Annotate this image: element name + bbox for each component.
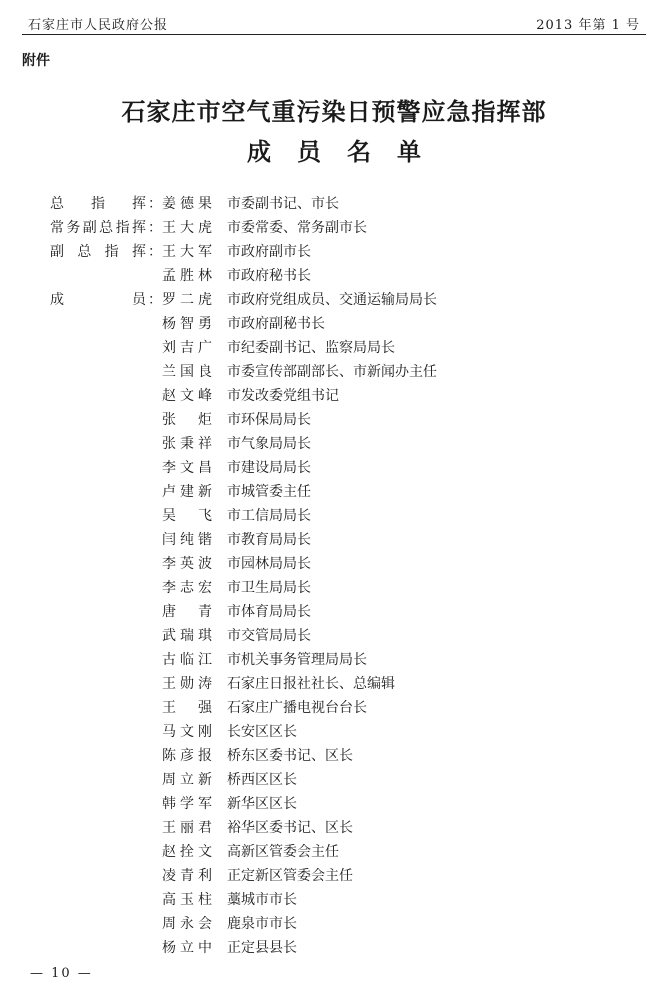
roster-name: 陈彦报 — [162, 748, 212, 764]
roster-row — [50, 648, 630, 672]
roster-name: 李英波 — [162, 556, 212, 572]
roster-row — [50, 240, 630, 264]
issue-number: 2013 年第 1 号 — [536, 18, 640, 33]
publication-name: 石家庄市人民政府公报 — [28, 18, 169, 33]
roster-role: 成 员 ： — [50, 292, 162, 308]
roster-position: 市工信局局长 — [227, 508, 311, 524]
roster-position: 市委副书记、市长 — [227, 196, 339, 212]
roster-position: 桥西区区长 — [227, 772, 297, 788]
roster-position: 市建设局局长 — [227, 460, 311, 476]
roster-position: 市纪委副书记、监察局局长 — [227, 340, 395, 356]
roster-position: 市发改委党组书记 — [227, 388, 339, 404]
roster-name: 韩学军 — [162, 796, 212, 812]
roster-name: 闫纯锴 — [162, 532, 212, 548]
roster-name: 李文昌 — [162, 460, 212, 476]
roster-row — [50, 336, 630, 360]
roster-name: 张秉祥 — [162, 436, 212, 452]
roster-name: 凌青利 — [162, 868, 212, 884]
roster-role: 常 务 副 总 指 挥 ： — [50, 220, 162, 236]
roster-name: 卢建新 — [162, 484, 212, 500]
roster-row — [50, 720, 630, 744]
roster-position: 高新区管委会主任 — [227, 844, 339, 860]
roster-row — [50, 432, 630, 456]
roster-row — [50, 192, 630, 216]
roster-position: 石家庄日报社社长、总编辑 — [227, 676, 395, 692]
roster-row — [50, 216, 630, 240]
roster-position: 鹿泉市市长 — [227, 916, 297, 932]
roster-row — [50, 600, 630, 624]
roster-position: 市环保局局长 — [227, 412, 311, 428]
roster-name: 王强 — [162, 700, 212, 716]
roster-row — [50, 456, 630, 480]
roster-row — [50, 792, 630, 816]
roster-row — [50, 408, 630, 432]
roster-row — [50, 504, 630, 528]
roster-row — [50, 288, 630, 312]
roster-position: 正定新区管委会主任 — [227, 868, 353, 884]
roster-name: 王勋涛 — [162, 676, 212, 692]
roster-position: 裕华区委书记、区长 — [227, 820, 353, 836]
roster-position: 市卫生局局长 — [227, 580, 311, 596]
roster-row — [50, 312, 630, 336]
roster-row — [50, 624, 630, 648]
roster-name: 王大军 — [162, 244, 212, 260]
roster-row — [50, 936, 630, 960]
roster-position: 市委宣传部副部长、市新闻办主任 — [227, 364, 437, 380]
roster-position: 石家庄广播电视台台长 — [227, 700, 367, 716]
roster-row — [50, 480, 630, 504]
roster-row — [50, 840, 630, 864]
roster-name: 吴飞 — [162, 508, 212, 524]
roster-position: 市体育局局长 — [227, 604, 311, 620]
roster-row — [50, 912, 630, 936]
roster-name: 王大虎 — [162, 220, 212, 236]
roster-position: 市气象局局长 — [227, 436, 311, 452]
roster-row — [50, 360, 630, 384]
member-roster — [50, 192, 630, 960]
roster-row — [50, 672, 630, 696]
roster-position: 市委常委、常务副市长 — [227, 220, 367, 236]
roster-row — [50, 768, 630, 792]
roster-name: 赵拴文 — [162, 844, 212, 860]
roster-row — [50, 384, 630, 408]
roster-position: 市机关事务管理局局长 — [227, 652, 367, 668]
roster-name: 罗二虎 — [162, 292, 212, 308]
roster-position: 藁城市市长 — [227, 892, 297, 908]
roster-name: 王丽君 — [162, 820, 212, 836]
roster-name: 周永会 — [162, 916, 212, 932]
roster-name: 杨智勇 — [162, 316, 212, 332]
attachment-label: 附件 — [22, 53, 50, 69]
roster-position: 市教育局局长 — [227, 532, 311, 548]
roster-position: 市政府副秘书长 — [227, 316, 325, 332]
roster-name: 古临江 — [162, 652, 212, 668]
roster-row — [50, 576, 630, 600]
document-title: 石家庄市空气重污染日预警应急指挥部 — [121, 97, 547, 126]
roster-position: 市政府副市长 — [227, 244, 311, 260]
roster-row — [50, 864, 630, 888]
roster-position: 市交管局局长 — [227, 628, 311, 644]
page-number: — 10 — — [30, 966, 93, 981]
roster-name: 周立新 — [162, 772, 212, 788]
roster-position: 市政府秘书长 — [227, 268, 311, 284]
roster-position: 市城管委主任 — [227, 484, 311, 500]
roster-position: 市园林局局长 — [227, 556, 311, 572]
roster-position: 新华区区长 — [227, 796, 297, 812]
roster-row — [50, 816, 630, 840]
roster-name: 李志宏 — [162, 580, 212, 596]
roster-position: 长安区区长 — [227, 724, 297, 740]
roster-name: 张炬 — [162, 412, 212, 428]
roster-name: 孟胜林 — [162, 268, 212, 284]
roster-row — [50, 744, 630, 768]
roster-name: 刘吉广 — [162, 340, 212, 356]
roster-row — [50, 888, 630, 912]
roster-position: 正定县县长 — [227, 940, 297, 956]
roster-name: 赵文峰 — [162, 388, 212, 404]
roster-name: 姜德果 — [162, 196, 212, 212]
roster-row — [50, 552, 630, 576]
roster-role: 总 指 挥 ： — [50, 196, 162, 212]
roster-name: 兰国良 — [162, 364, 212, 380]
roster-name: 唐青 — [162, 604, 212, 620]
document-subtitle: 成员名单 — [247, 137, 447, 166]
roster-row — [50, 528, 630, 552]
running-header — [22, 12, 646, 35]
roster-name: 武瑞琪 — [162, 628, 212, 644]
roster-position: 桥东区委书记、区长 — [227, 748, 353, 764]
roster-role: 副 总 指 挥 ： — [50, 244, 162, 260]
roster-name: 杨立中 — [162, 940, 212, 956]
roster-row — [50, 264, 630, 288]
roster-row — [50, 696, 630, 720]
roster-position: 市政府党组成员、交通运输局局长 — [227, 292, 437, 308]
roster-name: 高玉柱 — [162, 892, 212, 908]
roster-name: 马文刚 — [162, 724, 212, 740]
